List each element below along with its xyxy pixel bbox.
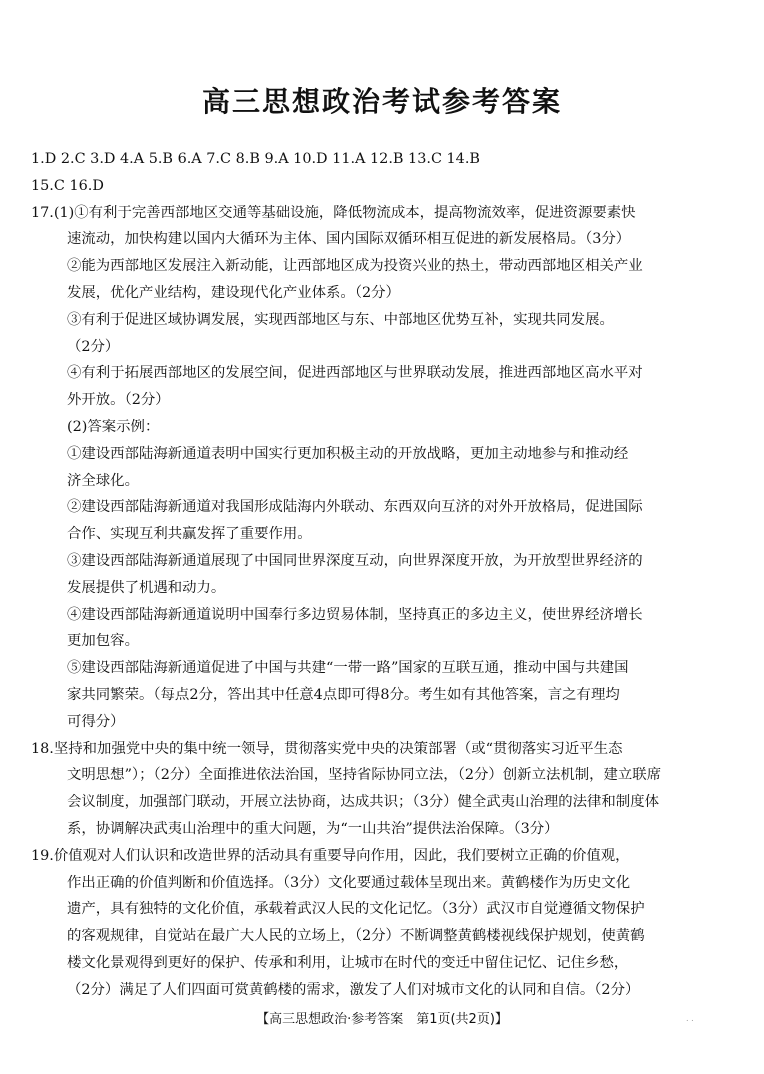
text-line: 作出正确的价值判断和价值选择。（3分）文化要通过载体呈现出来。黄鹤楼作为历史文化 — [67, 874, 631, 891]
text-line: 楼文化景观得到更好的保护、传承和利用，让城市在时代的变迁中留住记忆、记住乡愁， — [67, 954, 629, 971]
text-line: 外开放。（2分） — [67, 392, 170, 409]
text-line: 1.D 2.C 3.D 4.A 5.B 6.A 7.C 8.B 9.A 10.D 11.A 12.B 13.C 14.B — [31, 151, 480, 167]
text-line: ⑤建设西部陆海新通道促进了中国与共建“一带一路”国家的互联互通，推动中国与共建国 — [67, 660, 629, 677]
text-line: ③有利于促进区域协调发展，实现西部地区与东、中部地区优势互补，实现共同发展。 — [67, 311, 614, 328]
text-line: ③建设西部陆海新通道展现了中国同世界深度互动，向世界深度开放，为开放型世界经济的 — [67, 552, 643, 569]
text-line: (2)答案示例： — [67, 418, 160, 435]
text-line: 发展，优化产业结构，建设现代化产业体系。（2分） — [67, 284, 400, 301]
text-line: 速流动，加快构建以国内大循环为主体、国内国际双循环相互促进的新发展格局。（3分） — [67, 231, 631, 248]
question-18-answer — [31, 736, 699, 843]
page-title: 高三思想政治考试参考答案 — [201, 85, 562, 118]
answer-body — [31, 146, 699, 1004]
text-line: 文明思想”）；（2分）全面推进依法治国，坚持省际协同立法，（2分）创新立法机制，建立联席 — [67, 767, 662, 784]
text-line: （2分）满足了人们四面可赏黄鹤楼的需求，激发了人们对城市文化的认同和自信。（2分） — [67, 981, 640, 998]
question-19-answer — [31, 843, 699, 1004]
text-line: ①建设西部陆海新通道表明中国实行更加积极主动的开放战略，更加主动地参与和推动经 — [67, 445, 629, 462]
choice-answers — [31, 146, 699, 200]
question-17-answer — [31, 200, 699, 736]
text-line: 济全球化。 — [67, 472, 139, 489]
text-line: 遗产，具有独特的文化价值，承载着武汉人民的文化记忆。（3分）武汉市自觉遵循文物保护 — [67, 901, 645, 918]
text-line: ②能为西部地区发展注入新动能，让西部地区成为投资兴业的热土，带动西部地区相关产业 — [67, 258, 643, 275]
text-line: 18.坚持和加强党中央的集中统一领导，贯彻落实党中央的决策部署（或“贯彻落实习近平生态 — [31, 740, 623, 757]
text-line: （2分） — [67, 338, 120, 355]
corner-marks: . . — [686, 1014, 694, 1023]
text-line: 17.(1)①有利于完善西部地区交通等基础设施，降低物流成本，提高物流效率，促进资源要素快 — [31, 204, 636, 221]
text-line: 家共同繁荣。（每点2分，答出其中任意4点即可得8分。考生如有其他答案，言之有理均 — [67, 686, 620, 703]
text-line: ④有利于拓展西部地区的发展空间，促进西部地区与世界联动发展，推进西部地区高水平对 — [67, 365, 643, 382]
text-line: 合作、实现互利共赢发挥了重要作用。 — [67, 526, 312, 543]
text-line: 更加包容。 — [67, 633, 139, 650]
text-line: 可得分） — [67, 713, 125, 730]
text-line: 会议制度，加强部门联动，开展立法协商，达成共识；（3分）健全武夷山治理的法律和制度体 — [67, 794, 659, 811]
text-line: ②建设西部陆海新通道对我国形成陆海内外联动、东西双向互济的对外开放格局，促进国际 — [67, 499, 643, 516]
text-line: ④建设西部陆海新通道说明中国奉行多边贸易体制，坚持真正的多边主义，使世界经济增长 — [67, 606, 643, 623]
page-footer: 【高三思想政治·参考答案 第1页(共2页)】 — [256, 1012, 508, 1027]
text-line: 的客观规律，自觉站在最广大人民的立场上，（2分）不断调整黄鹤楼视线保护规划，使黄鹤 — [67, 928, 645, 945]
text-line: 发展提供了机遇和动力。 — [67, 579, 226, 596]
text-line: 系，协调解决武夷山治理中的重大问题，为“一山共治”提供法治保障。（3分） — [67, 820, 559, 837]
text-line: 15.C 16.D — [31, 177, 104, 194]
text-line: 19.价值观对人们认识和改造世界的活动具有重要导向作用，因此，我们要树立正确的价值观， — [31, 847, 630, 864]
